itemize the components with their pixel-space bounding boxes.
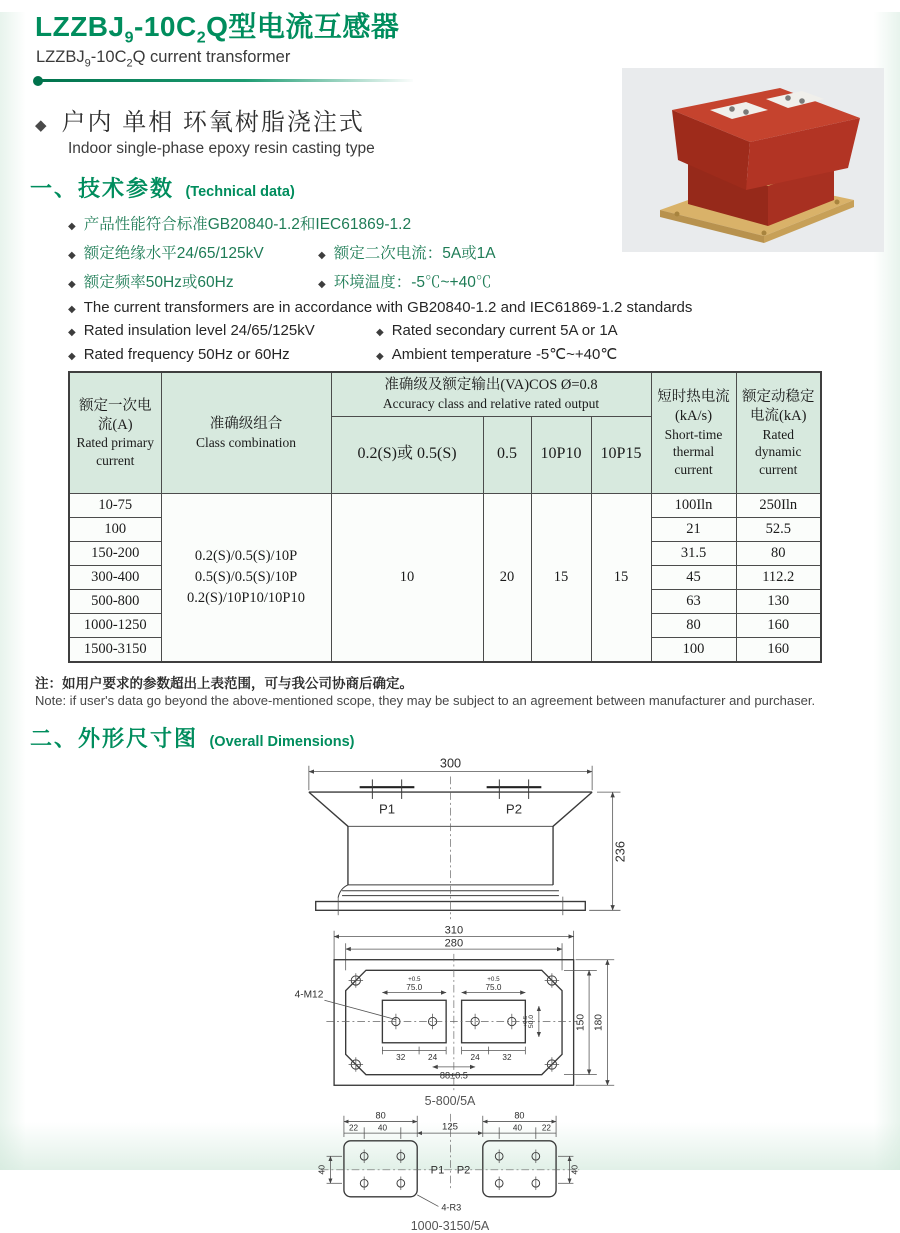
tolerance-label: +0.5 [522,1015,529,1028]
page-subtitle: $LZZBJ_9-10C_2Q$ current transformer [36,48,291,70]
cell-output-10p15: 15 [591,493,651,662]
col-header-class-10p15: 10P15 [591,416,651,493]
bullet-text: Ambient temperature -5℃~+40℃ [391,346,618,364]
cell-thermal: 63 [651,589,736,613]
cell-dynamic: 112.2 [736,565,821,589]
dimension-figures [0,755,900,1233]
table-row [69,493,821,517]
tolerance-label: +0.5 [408,975,421,983]
front-view-drawing [255,755,646,923]
radius-4r3-label: 4-R3 [441,1202,462,1213]
bullet-text: The current transformers are in accordance with GB20840-1.2 and IEC61869-1.2 standards [83,299,693,317]
col-header-class: 准确级组合 Class combination [161,372,331,493]
tolerance-label: +0.5 [487,975,500,983]
front-view-geometry [308,766,620,919]
bolt-4m12-label: 4-M12 [294,989,324,1001]
note-zh: 注：如用户要求的参数超出上表范围，可与我公司协商后确定。 [35,675,413,691]
dim-280-label: 280 [444,937,464,950]
dim-50-label: 50.0 [528,1014,536,1028]
bullet-text: 环境温度：-5℃~+40℃ [333,274,492,292]
cell-primary: 300-400 [69,565,161,589]
cell-output-02s: 10 [331,493,483,662]
bullet-row [68,345,900,363]
dim-40-label: 40 [316,1164,327,1175]
cell-thermal: 100 [651,637,736,662]
bullet-diamond-icon: ◆ [68,221,76,233]
figure-caption-5-800: 5-800/5A [424,1093,476,1108]
terminal-p2-label: P2 [456,1164,471,1177]
bullet-text: Rated frequency 50Hz or 60Hz [83,346,290,364]
cell-dynamic: 160 [736,613,821,637]
dim-125-label: 125 [441,1121,459,1133]
cell-thermal: 21 [651,517,736,541]
cell-primary: 150-200 [69,541,161,565]
col-header-dynamic: 额定动稳定电流(kA) Rated dynamic current [736,372,821,493]
bullet-diamond-icon: ◆ [68,250,76,262]
bullet-diamond-icon: ◆ [35,117,47,135]
cell-dynamic: 160 [736,637,821,662]
datasheet-page [0,11,900,1233]
dim-310-label: 310 [444,924,464,937]
bullet-text: 额定二次电流：5A或1A [333,245,496,263]
bullet-row [68,299,900,316]
section2-heading [30,722,900,753]
table-note [35,672,900,708]
bullet-text: 额定绝缘水平24/65/125kV [83,245,264,263]
cell-thermal: 100Iln [651,493,736,517]
bottom-view-drawing [276,923,624,1093]
col-header-class-05: 0.5 [483,416,531,493]
cell-thermal: 45 [651,565,736,589]
cell-output-10p10: 15 [531,493,591,662]
dim-24-label: 24 [470,1053,480,1063]
bullet-diamond-icon: ◆ [68,327,76,339]
terminal-p1-label: P1 [430,1164,445,1177]
page-title: $LZZBJ_9-10C_2Q$型电流互感器 [35,11,400,47]
section2-heading-zh: 二、外形尺寸图 [30,725,199,751]
intro-zh-text: 户内 单相 环氧树脂浇注式 [61,109,365,137]
cell-dynamic: 250Iln [736,493,821,517]
dim-80-label: 80 [514,1110,525,1121]
col-header-class-10p10: 10P10 [531,416,591,493]
intro-en-text: Indoor single-phase epoxy resin casting type [68,140,375,158]
cell-primary: 500-800 [69,589,161,613]
cell-dynamic: 52.5 [736,517,821,541]
pitch-75-label: 75.0 [406,983,423,993]
bottom-view-geometry [324,931,614,1091]
dim-24-label: 24 [428,1053,438,1063]
cell-primary: 10-75 [69,493,161,517]
dim-32-label: 32 [396,1053,406,1063]
note-en: Note: if user's data go beyond the above-mentioned scope, they may be subject to an agreement between manufacturer and purchaser. [35,692,816,708]
col-header-thermal: 短时热电流(kA/s) Short-time thermal current [651,372,736,493]
bullet-diamond-icon: ◆ [376,351,384,363]
cell-thermal: 80 [651,613,736,637]
dim-40-label: 40 [569,1164,580,1175]
cell-dynamic: 130 [736,589,821,613]
bullet-text: 产品性能符合标准GB20840-1.2和IEC61869-1.2 [83,216,412,234]
col-header-accuracy: 准确级及额定输出(VA)COS Ø=0.8 Accuracy class and relative rated output [331,372,651,416]
cell-thermal: 31.5 [651,541,736,565]
dim-height-label: 236 [612,840,627,863]
spec-table [68,371,822,662]
bullet-diamond-icon: ◆ [376,327,384,339]
col-header-primary: 额定一次电流(A) Rated primary current [69,372,161,493]
figure-caption-1000-3150: 1000-3150/5A [410,1218,490,1233]
dim-22-label: 22 [349,1123,359,1133]
cell-primary: 1500-3150 [69,637,161,662]
dim-32-label: 32 [502,1053,512,1063]
dim-88-label: 88±0.5 [439,1070,468,1081]
dim-180-label: 180 [593,1013,605,1031]
bullet-diamond-icon: ◆ [68,279,76,291]
pitch-75-label: 75.0 [485,983,502,993]
terminal-p1-label: P1 [378,801,395,817]
cell-primary: 1000-1250 [69,613,161,637]
bullet-text: Rated insulation level 24/65/125kV [83,322,315,340]
bullet-row [68,270,900,292]
bullet-diamond-icon: ◆ [318,279,326,291]
product-photo-image [622,68,884,257]
bullet-diamond-icon: ◆ [68,351,76,363]
col-header-class-02s: 0.2(S)或 0.5(S) [331,416,483,493]
cell-dynamic: 80 [736,541,821,565]
dim-width-label: 300 [439,756,461,771]
dim-80-label: 80 [375,1110,386,1121]
bullet-row [68,322,900,339]
divider-line [33,76,413,86]
bullet-diamond-icon: ◆ [318,250,326,262]
dim-22-label: 22 [541,1123,551,1133]
terminal-view-drawing [286,1110,614,1218]
bullet-diamond-icon: ◆ [68,304,76,316]
section1-heading-en: (Technical data) [185,184,295,201]
cell-primary: 100 [69,517,161,541]
bullet-text: 额定频率50Hz或60Hz [83,274,234,292]
dim-40-label: 40 [512,1123,523,1133]
section2-heading-en: (Overall Dimensions) [209,733,355,750]
cell-output-05: 20 [483,493,531,662]
bullet-text: Rated secondary current 5A or 1A [391,322,618,340]
cell-class-combination: 0.2(S)/0.5(S)/10P 0.5(S)/0.5(S)/10P 0.2(S)/10P10/10P10 [161,493,331,662]
terminal-p2-label: P2 [505,801,522,817]
section1-heading-zh: 一、技术参数 [30,176,175,202]
dim-40-label: 40 [377,1123,388,1133]
dim-150-label: 150 [575,1013,587,1031]
